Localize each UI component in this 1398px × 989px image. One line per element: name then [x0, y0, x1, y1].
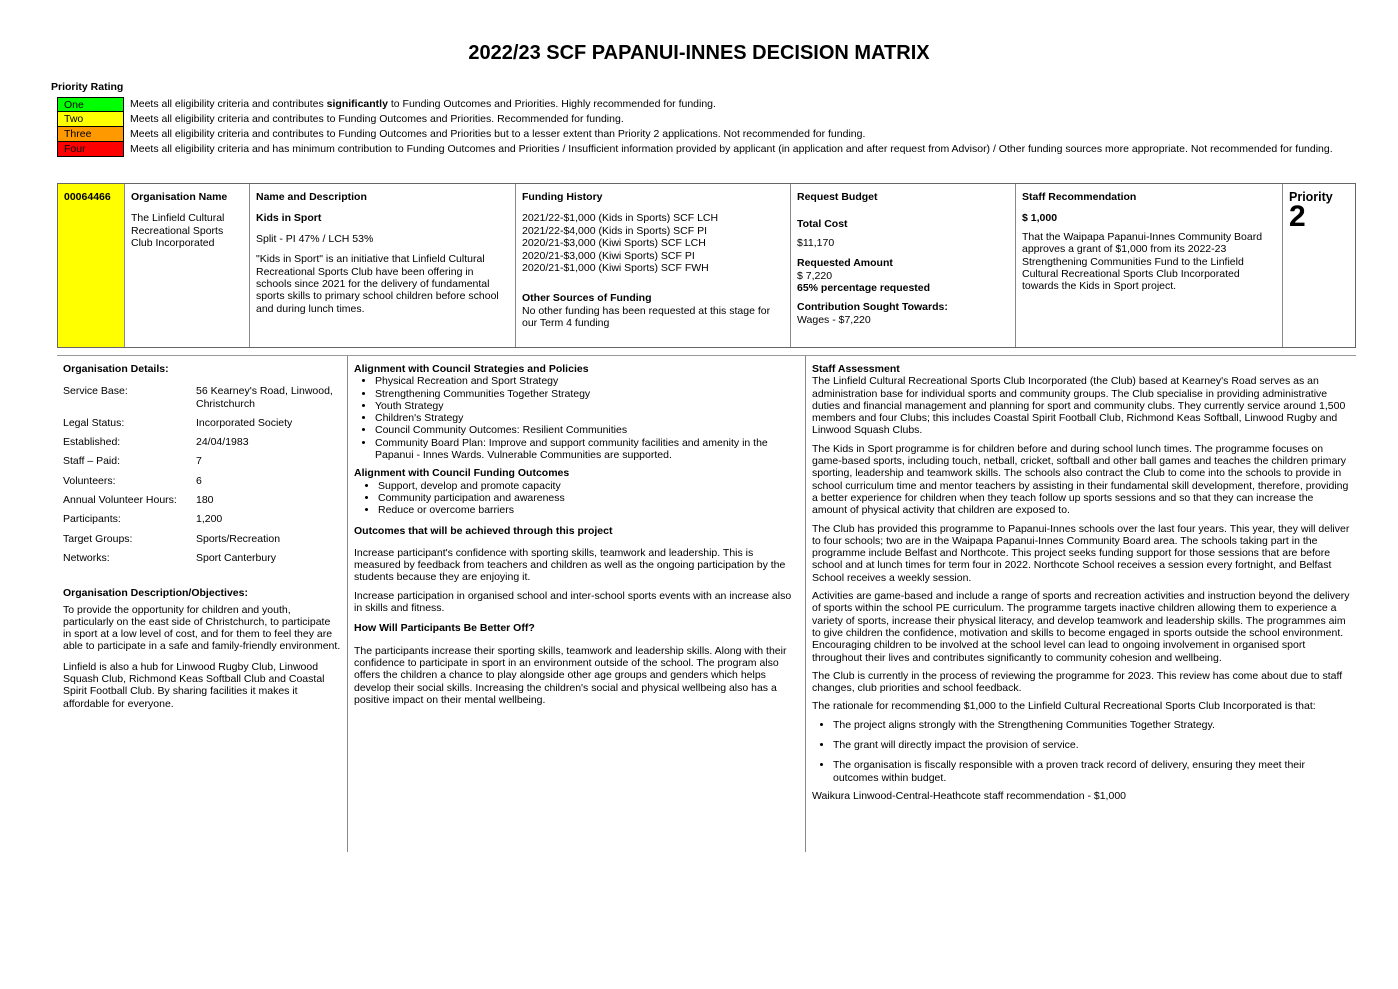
requested-amount-label: Requested Amount [797, 257, 893, 270]
history-line: 2020/21-$3,000 (Kiwi Sports) SCF LCH [522, 237, 706, 250]
requested-percentage: 65% percentage requested [797, 282, 931, 295]
detail-row: Legal Status: Incorporated Society [63, 416, 293, 429]
list-item: • The project aligns strongly with the Strengthening Communities Together Strategy. [833, 719, 1350, 731]
organisation-details-column [57, 356, 348, 852]
project-description: "Kids in Sport" is an initiative that Linfield Cultural Recreational Sports Club have been offering in schools since 2021 for the delivery of fundamental sports skills to primary school children before school and during lunch times. [256, 253, 499, 315]
assessment-paragraph: The Kids in Sport programme is for children before and during school lunch times. The programme focuses on game-based sports, including touch, netball, cricket, softball and other ball games and teaches the children primary sporting, leadership and teamwork skills. The schools also contract the Club to come into the schools to provide in school curriculum time and mentor teachers by assisting in their fundamental skill development, therefore, providing a better experience for children when they teach follow up sports sessions and so that they can increase the amount of physical activity that children are exposed to. [812, 442, 1349, 517]
total-cost-value: $11,170 [797, 236, 835, 249]
funding-outcomes-heading: Alignment with Council Funding Outcomes [354, 467, 570, 480]
outcomes-heading: Outcomes that will be achieved through this project [354, 524, 613, 537]
other-sources-header: Other Sources of Funding [522, 292, 652, 305]
strategies-heading: Alignment with Council Strategies and Policies [354, 363, 589, 375]
strategies-list [354, 375, 799, 461]
detail-row: Established: 24/04/1983 [63, 436, 249, 449]
organisation-description-p2: Linfield is also a hub for Linwood Rugby Club, Linwood Squash Club, Richmond Keas Softball Club and Coastal Spirit Football Club. By sharing facilities it makes it affordable for everyone. [63, 660, 325, 710]
assessment-paragraph: The rationale for recommending $1,000 to the Linfield Cultural Recreational Sports Club Incorporated is that: [812, 700, 1316, 713]
priority-value: 2 [1289, 200, 1306, 234]
detail-row: Annual Volunteer Hours: 180 [63, 494, 214, 507]
list-item: • Council Community Outcomes: Resilient Communities [375, 424, 799, 436]
assessment-paragraph: Activities are game-based and include a range of sports and recreation activities and instruction beyond the delivery of sports within the school PE curriculum. The programme targets inactive children allowing them to experience a variety of sports, increase their physical literacy, and develop teamwork and leadership skills. The programmes aim to give children the confidence, motivation and skills to become engaged in sports outside the school environment. Encouraging children to be involved at the school level can lead to ongoing involvement in organised sport throughout their lives and contributes significantly to community cohesion and wellbeing. [812, 590, 1350, 664]
staff-recommendation-header: Staff Recommendation [1022, 191, 1137, 203]
legend-text-three: Meets all eligibility criteria and contributes to Funding Outcomes and Priorities but to a lesser extent than Priority 2 applications. Not recommended for funding. [130, 128, 866, 140]
legend-text-one: Meets all eligibility criteria and contributes significantly to Funding Outcomes and Priorities. Highly recommended for funding. [130, 98, 716, 110]
priority-cell [1283, 184, 1355, 347]
assessment-closing: Waikura Linwood-Central-Heathcote staff recommendation - $1,000 [812, 789, 1126, 802]
list-item: • Physical Recreation and Sport Strategy [375, 375, 799, 387]
staff-recommendation-amount: $ 1,000 [1022, 212, 1058, 225]
assessment-paragraph: The Linfield Cultural Recreational Sports Club Incorporated (the Club) based at Kearney's Road serves as an administration base for individual sports and community groups. The Club specialise in providing administrative duties and financial management and planning for sport and community clubs. They currently service around 1,500 members and four Clubs; this includes Coastal Spirit Football Club, Richmond Keas Softball, Linwood Rugby and Linwood Squash Clubs. [812, 375, 1346, 437]
list-item: • Reduce or overcome barriers [378, 504, 799, 516]
list-item: • The grant will directly impact the provision of service. [833, 739, 1350, 751]
detail-row: Target Groups: Sports/Recreation [63, 532, 281, 545]
legend-row-three [57, 127, 1357, 142]
legend-text-two: Meets all eligibility criteria and contributes to Funding Outcomes and Priorities. Recommended for funding. [130, 113, 624, 125]
contribution-label: Contribution Sought Towards: [797, 301, 948, 314]
contribution-value: Wages - $7,220 [797, 313, 871, 326]
other-sources-text: No other funding has been requested at this stage for our Term 4 funding [522, 304, 771, 330]
list-item: • Children's Strategy [375, 412, 799, 424]
list-item: • Support, develop and promote capacity [378, 480, 799, 492]
legend-text-four: Meets all eligibility criteria and has minimum contribution to Funding Outcomes and Priorities / Insufficient information provided by applicant (in application and after request from Advisor) / Other funding sources more appropriate. Not recommended for funding. [130, 143, 1333, 155]
request-budget-cell [791, 184, 1016, 347]
legend-swatch-three: Three [57, 127, 124, 142]
project-split: Split - PI 47% / LCH 53% [256, 232, 374, 245]
legend-row-two [57, 112, 1357, 127]
priority-header: Priority [1289, 190, 1333, 204]
legend-row-one [57, 97, 1357, 112]
rationale-list [812, 719, 1350, 784]
organisation-header: Organisation Name [131, 191, 228, 203]
history-line: 2020/21-$1,000 (Kiwi Sports) SCF FWH [522, 262, 709, 275]
application-id: 00064466 [58, 184, 125, 347]
list-item: • Community participation and awareness [378, 492, 799, 504]
legend-swatch-four: Four [57, 142, 124, 157]
legend-swatch-two: Two [57, 112, 124, 127]
organisation-description-heading: Organisation Description/Objectives: [63, 587, 248, 600]
organisation-name: The Linfield Cultural Recreational Sports Club Incorporated [131, 212, 225, 250]
detail-row: Staff – Paid: 7 [63, 455, 202, 468]
funding-outcomes-list [354, 480, 799, 517]
detail-row: Volunteers: 6 [63, 474, 202, 487]
list-item: • The organisation is fiscally responsible with a proven track record of delivery, ensuring they meet their outcomes within budget. [833, 759, 1350, 784]
list-item: • Youth Strategy [375, 400, 799, 412]
list-item: • Community Board Plan: Improve and support community facilities and amenity in the Papanui - Innes Wards. Vulnerable Communities are supported. [375, 437, 799, 462]
history-line: 2020/21-$3,000 (Kiwi Sports) SCF PI [522, 249, 695, 262]
project-name: Kids in Sport [256, 212, 322, 225]
assessment-paragraph: The Club has provided this programme to Papanui-Innes schools over the last four years. This year, they will deliver to four schools; two are in the Waipapa Papanui-Innes Community Board area. The schools taking part in the programme include Belfast and Northcote. This project seeks funding support for those sessions that are before school and at lunch times for term four in 2022. Northcote School receives a session every fortnight, and Belfast School receives a weekly session. [812, 522, 1350, 584]
staff-assessment-heading: Staff Assessment [812, 363, 900, 375]
assessment-paragraph: The Club is currently in the process of reviewing the programme for 2023. This review has come about due to staff changes, club priorities and school feedback. [812, 669, 1343, 695]
detail-row: Service Base: 56 Kearney's Road, Linwood, Christchurch [63, 385, 333, 410]
detail-row: Networks: Sport Canterbury [63, 551, 276, 564]
legend-row-four [57, 142, 1357, 170]
outcomes-p2: Increase participation in organised school and inter-school sports events with an increase also in skills and fitness. [354, 589, 792, 615]
page-title: 2022/23 SCF PAPANUI-INNES DECISION MATRIX [468, 42, 930, 64]
funding-history-cell [516, 184, 791, 347]
requested-amount-value: $ 7,220 [797, 269, 833, 282]
request-budget-header: Request Budget [797, 191, 878, 203]
organisation-details-heading: Organisation Details: [63, 363, 169, 375]
decision-matrix-table [57, 183, 1356, 348]
list-item: • Strengthening Communities Together Strategy [375, 388, 799, 400]
total-cost-label: Total Cost [797, 218, 848, 231]
staff-assessment-column [806, 356, 1356, 852]
history-line: 2021/22-$1,000 (Kids in Sports) SCF LCH [522, 212, 719, 225]
organisation-cell [125, 184, 250, 347]
staff-recommendation-text: That the Waipapa Papanui-Innes Community Board approves a grant of $1,000 from its 2022-23 Strengthening Communities Fund to the Linfield Cultural Recreational Sports Club Incorporated towards the Kids in Sport project. [1022, 230, 1263, 293]
history-line: 2021/22-$4,000 (Kids in Sports) SCF PI [522, 224, 708, 237]
name-description-cell [250, 184, 516, 347]
staff-recommendation-cell [1016, 184, 1283, 347]
organisation-description-p1: To provide the opportunity for children and youth, particularly on the east side of Christchurch, to participate in sport at a low level of cost, and for them to feel they are able to participate in a safe and family-friendly environment. [63, 603, 341, 653]
name-description-header: Name and Description [256, 191, 367, 203]
alignment-column [348, 356, 806, 852]
funding-history-header: Funding History [522, 191, 603, 203]
legend-swatch-one: One [57, 97, 124, 112]
better-off-text: The participants increase their sporting skills, teamwork and leadership skills. Along with their confidence to participate in sport in an environment outside of the school. The program also offers the children a chance to play alongside other age groups and genders which helps develop their social skills. Increasing the children's social and physical wellbeing also has a positive impact on their mental wellbeing. [354, 644, 787, 706]
detail-row: Participants: 1,200 [63, 513, 223, 526]
priority-rating-heading: Priority Rating [51, 81, 124, 93]
priority-legend [57, 97, 1357, 170]
outcomes-p1: Increase participant's confidence with sporting skills, teamwork and leadership. This is measured by feedback from teachers and children as well as the ongoing participation by the students because they are enjoying it. [354, 546, 786, 584]
better-off-heading: How Will Participants Be Better Off? [354, 622, 535, 635]
